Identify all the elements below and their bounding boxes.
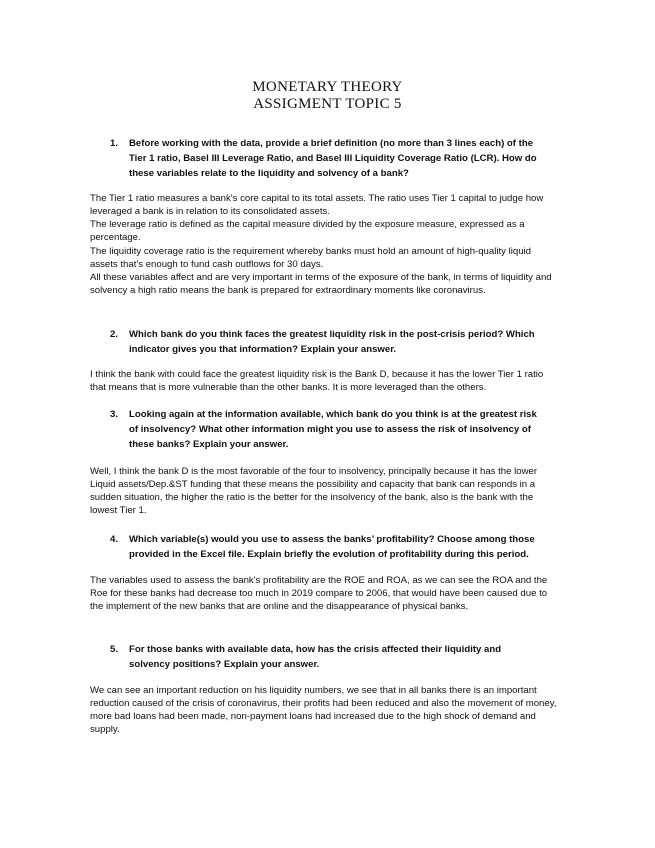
question-3 [110,407,540,452]
question-text: Before working with the data, provide a brief definition (no more than 3 lines each) of the Tier 1 ratio, Basel III Leverage Ratio, and Basel III Liquidity Coverage Ratio (LCR). How do these variables relate to the liquidity and solvency of a bank? [129,138,537,179]
question-text: For those banks with available data, how has the crisis affected their liquidity and solvency positions? Explain your answer. [129,644,502,670]
answer-2: I think the bank with could face the greatest liquidity risk is the Bank D, because it has the lower Tier 1 ratio that means that is more vulnerable than the other banks. It is more leveraged than the others. [90,369,544,393]
question-text: Which variable(s) would you use to assess the banks’ profitability? Choose among those provided in the Excel file. Explain briefly the evolution of profitability during this period. [129,534,535,560]
document-title: MONETARY THEORY [252,79,403,95]
question-text: Looking again at the information available, which bank do you think is at the greatest risk of insolvency? What other information might you use to assess the risk of insolvency of these banks? Explain your answer. [129,409,537,450]
answer-1-relation: All these variables affect and are very important in terms of the exposure of the bank, in terms of liquidity and solvency a high ratio means the bank is prepared for extraordinary moments like coronavirus. [90,272,552,296]
question-number: 5. [110,644,119,655]
answer-3: Well, I think the bank D is the most favorable of the four to insolvency, principally because it has the lower Liquid assets/Dep.&ST funding that these means the possibility and capacity that bank can responds in a sudden situation, the higher the ratio is the better for the insolvency of the bank, also is the bank with the lowest Tier 1. [90,466,538,516]
question-1 [110,136,540,181]
answer-1-lcr: The liquidity coverage ratio is the requirement whereby banks must hold an amount of high-quality liquid assets that's enough to fund cash outflows for 30 days. [90,246,532,270]
question-number: 2. [110,329,119,340]
question-5 [110,642,540,672]
question-4 [110,532,540,562]
question-number: 3. [110,409,119,420]
answer-1-leverage: The leverage ratio is defined as the capital measure divided by the exposure measure, expressed as a percentage. [90,219,525,243]
question-number: 1. [110,138,119,149]
question-text: Which bank do you think faces the greatest liquidity risk in the post-crisis period? Which indicator gives you that information? Explain your answer. [129,329,535,355]
answer-1-tier1: The Tier 1 ratio measures a bank's core capital to its total assets. The ratio uses Tier 1 capital to judge how leveraged a bank is in relation to its consolidated assets. [90,193,544,217]
question-2 [110,327,540,357]
answer-5: We can see an important reduction on his liquidity numbers, we see that in all banks there is an important reduction caused of the crisis of coronavirus, their profits had been reduced and also the movement of money, more bad loans had been made, non-payment loans had increased due to the high shock of demand and supply. [90,685,557,735]
answer-4: The variables used to assess the bank's profitability are the ROE and ROA, as we can see the ROA and the Roe for these banks had decrease too much in 2019 compare to 2006, that would have been caused due to the implement of the new banks that are online and the disappearance of physical banks. [90,575,548,612]
question-number: 4. [110,534,119,545]
document-subtitle: ASSIGMENT TOPIC 5 [253,96,402,112]
